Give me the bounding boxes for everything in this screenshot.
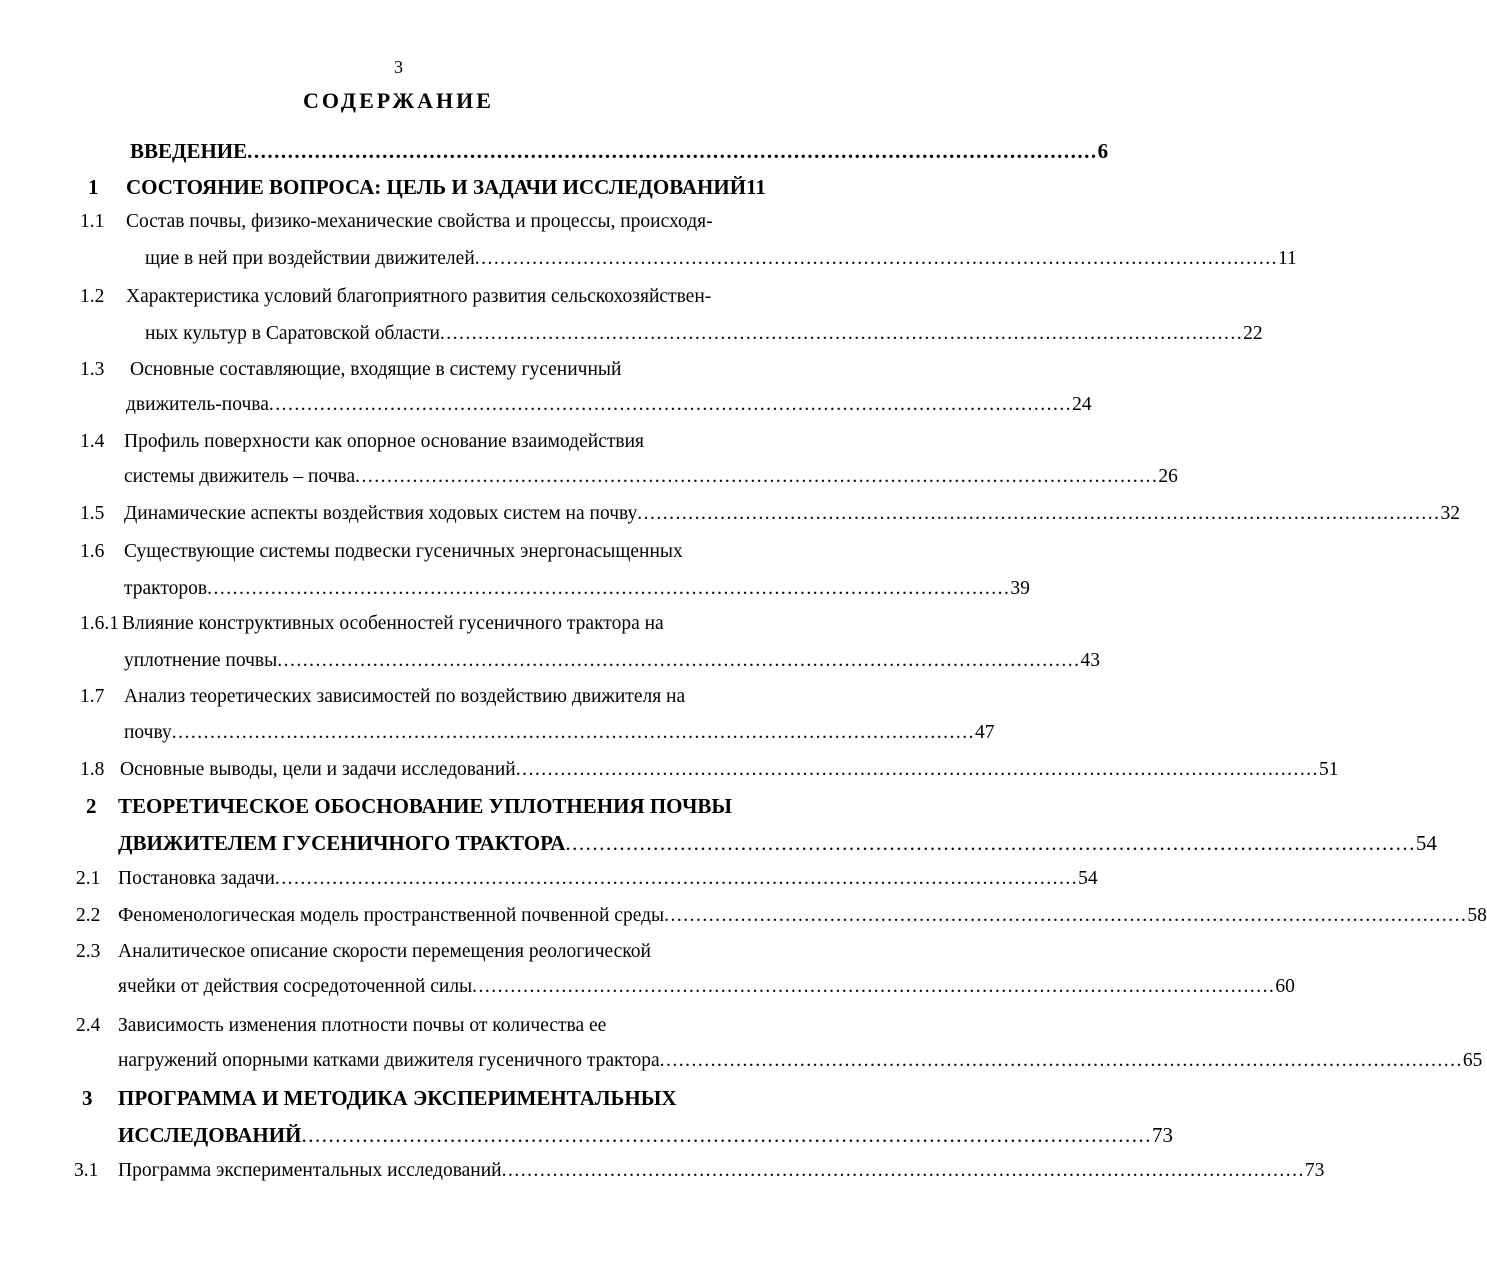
toc-section-1-7 — [80, 680, 740, 714]
toc-page: 60 — [1275, 976, 1295, 997]
toc-title-cont: ных культур в Саратовской области — [145, 323, 440, 344]
leader-dots: .............................................................................................................................. — [659, 1050, 1463, 1071]
leader-dots: .............................................................................................................................. — [247, 139, 1098, 163]
toc-number: 2.2 — [76, 905, 101, 926]
leader-dots: .............................................................................................................................. — [277, 650, 1081, 671]
toc-section-3-1 — [74, 1154, 1325, 1188]
toc-section-2-1 — [76, 862, 1098, 896]
toc-number: 3.1 — [74, 1160, 99, 1181]
toc-page: 24 — [1072, 394, 1092, 415]
toc-section-1-5 — [80, 497, 1461, 531]
toc-title-cont: ячейки от действия сосредоточенной силы — [118, 976, 473, 997]
toc-number: 2.4 — [76, 1015, 101, 1036]
toc-section-1-1-cont — [145, 242, 1297, 276]
leader-dots: .............................................................................................................................. — [637, 503, 1441, 524]
toc-section-2-3-cont — [118, 970, 1295, 1004]
toc-section-2-2 — [76, 899, 1487, 933]
toc-title: ТЕОРЕТИЧЕСКОЕ ОБОСНОВАНИЕ УПЛОТНЕНИЯ ПОЧВЫ — [118, 794, 733, 818]
toc-section-1-3 — [80, 353, 740, 387]
toc-section-2-4-cont — [118, 1044, 1483, 1078]
toc-number: 3 — [82, 1086, 93, 1110]
toc-number: 1.4 — [80, 431, 105, 452]
toc-number: 2 — [86, 794, 97, 818]
toc-number: 1.2 — [80, 286, 105, 307]
leader-dots: .............................................................................................................................. — [664, 905, 1468, 926]
toc-number: 2.3 — [76, 941, 101, 962]
leader-dots: .............................................................................................................................. — [207, 578, 1011, 599]
toc-number: 1 — [88, 175, 99, 199]
toc-section-1-7-cont — [124, 716, 995, 750]
toc-chapter-1 — [88, 170, 766, 204]
toc-title: ВВЕДЕНИЕ — [130, 139, 248, 163]
toc-section-1-6-1 — [80, 607, 740, 641]
toc-page: 22 — [1243, 323, 1263, 344]
toc-title: Состав почвы, физико-механические свойства и процессы, происходя- — [126, 211, 713, 232]
toc-title: Программа экспериментальных исследований — [118, 1160, 502, 1181]
toc-title: Основные выводы, цели и задачи исследований — [120, 759, 516, 780]
toc-page: 51 — [1318, 759, 1339, 780]
toc-page: 32 — [1440, 503, 1461, 524]
toc-page: 58 — [1467, 905, 1487, 926]
toc-title: СОСТОЯНИЕ ВОПРОСА: ЦЕЛЬ И ЗАДАЧИ ИССЛЕДОВАНИЙ — [126, 175, 747, 199]
toc-title-cont: нагружений опорными катками движителя гусеничного трактора — [118, 1050, 660, 1071]
toc-chapter-2 — [86, 789, 738, 823]
toc-page: 47 — [975, 722, 995, 743]
page-title: СОДЕРЖАНИЕ — [303, 88, 494, 113]
toc-page: 65 — [1462, 1050, 1483, 1071]
toc-number: 1.6 — [80, 541, 105, 562]
toc-page: 54 — [1415, 831, 1437, 855]
toc-section-1-4-cont — [124, 460, 1178, 494]
leader-dots: .............................................................................................................................. — [472, 976, 1276, 997]
leader-dots: .............................................................................................................................. — [565, 831, 1416, 855]
toc-title-cont: щие в ней при воздействии движителей — [145, 248, 475, 269]
toc-page: 11 — [1278, 248, 1297, 269]
toc-title-cont: ДВИЖИТЕЛЕМ ГУСЕНИЧНОГО ТРАКТОРА — [118, 831, 566, 855]
toc-number: 1.5 — [80, 503, 105, 524]
leader-dots: .............................................................................................................................. — [268, 394, 1073, 415]
toc-title: Анализ теоретических зависимостей по воздействию движителя на — [124, 686, 686, 707]
toc-page: 6 — [1097, 139, 1109, 163]
toc-number: 1.3 — [80, 359, 105, 380]
toc-title: Профиль поверхности как опорное основание взаимодействия — [124, 431, 644, 452]
toc-section-1-2 — [80, 280, 740, 314]
toc-entry-intro — [130, 134, 1109, 168]
toc-section-1-4 — [80, 425, 740, 459]
toc-title-cont: тракторов — [124, 578, 208, 599]
toc-section-1-2-cont — [145, 317, 1263, 351]
toc-title: Основные составляющие, входящие в систему гусеничный — [130, 359, 622, 380]
page-number: 3 — [394, 57, 403, 77]
toc-number: 2.1 — [76, 868, 101, 889]
toc-chapter-2-cont — [118, 826, 1437, 860]
toc-page: 54 — [1078, 868, 1098, 889]
toc-title: Феноменологическая модель пространственной почвенной среды — [118, 905, 665, 926]
toc-title: Динамические аспекты воздействия ходовых систем на почву — [124, 503, 638, 524]
toc-title-cont: ИССЛЕДОВАНИЙ — [118, 1123, 302, 1147]
leader-dots: .............................................................................................................................. — [501, 1160, 1305, 1181]
leader-dots: .............................................................................................................................. — [171, 722, 976, 743]
toc-section-1-6-1-cont — [124, 644, 1100, 678]
leader-dots: .............................................................................................................................. — [301, 1123, 1152, 1147]
toc-page: 39 — [1010, 578, 1030, 599]
toc-number: 1.6.1 — [80, 613, 119, 634]
leader-dots: .............................................................................................................................. — [355, 466, 1159, 487]
toc-section-1-6-cont — [124, 572, 1030, 606]
toc-page: 26 — [1158, 466, 1178, 487]
toc-title: ПРОГРАММА И МЕТОДИКА ЭКСПЕРИМЕНТАЛЬНЫХ — [118, 1086, 677, 1110]
toc-chapter-3 — [82, 1081, 738, 1115]
toc-section-1-1 — [80, 205, 740, 239]
leader-dots: .............................................................................................................................. — [474, 248, 1278, 269]
toc-title-cont: системы движитель – почва — [124, 466, 356, 487]
toc-number: 1.1 — [80, 211, 105, 232]
toc-title-cont: почву — [124, 722, 172, 743]
toc-section-1-6 — [80, 535, 740, 569]
toc-title: Аналитическое описание скорости перемещения реологической — [118, 941, 651, 962]
toc-section-1-3-cont — [126, 388, 1092, 422]
leader-dots: .............................................................................................................................. — [515, 759, 1319, 780]
toc-chapter-3-cont — [118, 1118, 1173, 1152]
toc-number: 1.7 — [80, 686, 105, 707]
toc-title-cont: уплотнение почвы — [124, 650, 278, 671]
toc-title-cont: движитель-почва — [126, 394, 269, 415]
toc-section-2-4 — [76, 1009, 738, 1043]
toc-number: 1.8 — [80, 759, 105, 780]
toc-page: 11 — [746, 175, 766, 199]
toc-page: 73 — [1151, 1123, 1173, 1147]
toc-page: 43 — [1080, 650, 1100, 671]
toc-section-1-8 — [80, 753, 1339, 787]
toc-title: Постановка задачи — [118, 868, 275, 889]
toc-title: Влияние конструктивных особенностей гусеничного трактора на — [122, 613, 664, 634]
toc-section-2-3 — [76, 935, 738, 969]
toc-title: Существующие системы подвески гусеничных энергонасыщенных — [124, 541, 683, 562]
toc-title: Характеристика условий благоприятного развития сельскохозяйствен- — [126, 286, 712, 307]
toc-page: 73 — [1304, 1160, 1325, 1181]
leader-dots: .............................................................................................................................. — [274, 868, 1079, 889]
leader-dots: .............................................................................................................................. — [439, 323, 1244, 344]
toc-title: Зависимость изменения плотности почвы от количества ее — [118, 1015, 607, 1036]
